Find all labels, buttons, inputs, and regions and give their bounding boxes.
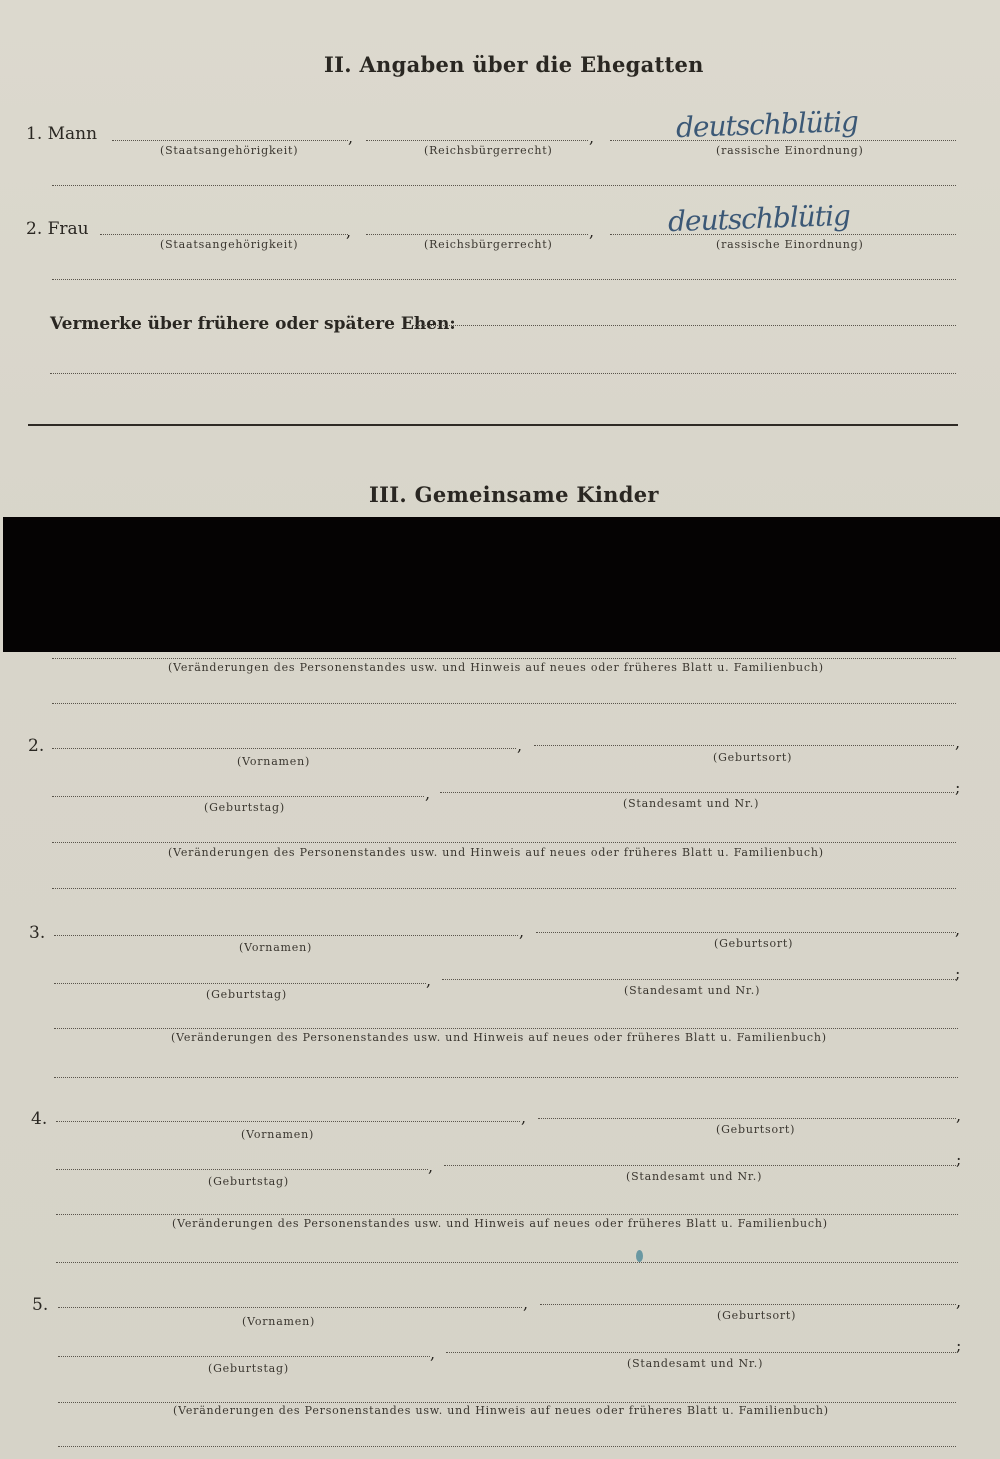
child-3-birthplace-caption: (Geburtsort) [714, 937, 794, 950]
man-racial-handwriting: deutschblütig [675, 104, 859, 145]
child-3-birthday-caption: (Geburtstag) [206, 988, 287, 1001]
child-2-given-names-field[interactable] [52, 748, 516, 749]
child-4-birthday-caption: (Geburtstag) [208, 1175, 289, 1188]
child-2-birthday-caption: (Geburtstag) [204, 801, 285, 814]
child-4-birthplace-field[interactable] [538, 1118, 956, 1119]
child-3-birthday-field[interactable] [54, 983, 426, 984]
child-3-registry-caption: (Standesamt und Nr.) [624, 984, 761, 997]
child-4-changes-field[interactable] [56, 1214, 958, 1215]
child-3-changes-field[interactable] [54, 1028, 958, 1029]
child-3-given-names-caption: (Vornamen) [239, 941, 313, 954]
child-5-extra-line[interactable] [58, 1446, 956, 1447]
child-5-changes-field[interactable] [58, 1402, 956, 1403]
man-reich-caption: (Reichsbürgerrecht) [424, 144, 553, 157]
child-5-changes-caption: (Veränderungen des Personenstandes usw. und Hinweis auf neues oder früheres Blatt u. Familienbuch) [173, 1404, 829, 1417]
child-1-changes-field[interactable] [52, 658, 956, 659]
child-2-number: 2. [28, 736, 45, 756]
child-2-changes-caption: (Veränderungen des Personenstandes usw. und Hinweis auf neues oder früheres Blatt u. Familienbuch) [168, 846, 824, 859]
child-4-given-names-caption: (Vornamen) [241, 1128, 315, 1141]
child-2-birthday-field[interactable] [52, 796, 424, 797]
woman-extra-line[interactable] [52, 279, 956, 280]
remarks-line-2[interactable] [50, 373, 956, 374]
form-page: II. Angaben über die Ehegatten 1. Mann , , deutschblütig (Staatsangehörigkeit) (Reichsbürgerrecht) (rassische Einordnung) 2. Frau , , deutschblütig (Staatsangehörigkeit) (Reichsbürgerrecht) (rassische Einordnung) Vermerke über frühere oder spätere Ehen: III. Gemeinsame Kinder (Veränderungen des Personenstandes usw. und Hinweis auf neues oder früheres Blatt u. Familienbuch) 2. , , (Vornamen) (Geburtsort) , ; (Geburtstag) (Standesamt und Nr.) (Veränderungen des Personenstandes usw. und Hinweis auf neues oder früheres Blatt u. Familienbuch) 3. , , (Vornamen) (Geburtsort) , ; (Geburtstag) (Standesamt und Nr.) (Veränderungen des Personenstandes usw. und Hinweis auf neues oder früheres Blatt u. Familienbuch) 4. , , (Vornamen) (Geburtsort) , ; (Geburtstag) (Standesamt und Nr.) (Veränderungen des Personenstandes usw. und Hinweis auf neues oder früheres Blatt u. Familienbuch) 5. , , (Vornamen) (Geburtsort) , ; (Geburtstag) (Standesamt und Nr.) (Veränderungen des Personenstandes usw. und Hinweis auf neues oder früheres Blatt u. Familienbuch) [0, 0, 1000, 1459]
child-1-changes-caption: (Veränderungen des Personenstandes usw. und Hinweis auf neues oder früheres Blatt u. Familienbuch) [168, 661, 824, 674]
child-3-extra-line[interactable] [54, 1077, 958, 1078]
child-5-birthday-caption: (Geburtstag) [208, 1362, 289, 1375]
children-heading: III. Gemeinsame Kinder [369, 482, 659, 507]
child-2-birthplace-caption: (Geburtsort) [713, 751, 793, 764]
child-2-changes-field[interactable] [52, 842, 956, 843]
child-2-given-names-caption: (Vornamen) [237, 755, 311, 768]
man-citizenship-caption: (Staatsangehörigkeit) [160, 144, 299, 157]
remarks-field[interactable] [412, 325, 956, 326]
child-2-registry-field[interactable] [440, 792, 954, 793]
man-label: 1. Mann [26, 124, 98, 144]
woman-reich-field[interactable] [366, 234, 588, 235]
child-4-registry-field[interactable] [444, 1165, 956, 1166]
child-5-birthplace-field[interactable] [540, 1304, 956, 1305]
woman-reich-caption: (Reichsbürgerrecht) [424, 238, 553, 251]
child-5-registry-caption: (Standesamt und Nr.) [627, 1357, 764, 1370]
woman-citizenship-caption: (Staatsangehörigkeit) [160, 238, 299, 251]
child-4-birthplace-caption: (Geburtsort) [716, 1123, 796, 1136]
redaction-block [3, 517, 1000, 652]
woman-citizenship-field[interactable] [100, 234, 348, 235]
child-4-changes-caption: (Veränderungen des Personenstandes usw. und Hinweis auf neues oder früheres Blatt u. Familienbuch) [172, 1217, 828, 1230]
section-divider [28, 424, 958, 426]
child-2-extra-line[interactable] [52, 888, 956, 889]
child-3-given-names-field[interactable] [54, 935, 518, 936]
child-3-changes-caption: (Veränderungen des Personenstandes usw. und Hinweis auf neues oder früheres Blatt u. Familienbuch) [171, 1031, 827, 1044]
child-5-birthplace-caption: (Geburtsort) [717, 1309, 797, 1322]
remarks-label: Vermerke über frühere oder spätere Ehen: [50, 314, 456, 334]
woman-racial-handwriting: deutschblütig [667, 198, 851, 239]
ink-blot [636, 1250, 643, 1262]
man-reich-field[interactable] [366, 140, 588, 141]
child-5-given-names-caption: (Vornamen) [242, 1315, 316, 1328]
child-5-number: 5. [32, 1295, 49, 1315]
spouses-heading: II. Angaben über die Ehegatten [324, 52, 704, 77]
woman-label: 2. Frau [26, 219, 89, 239]
child-5-given-names-field[interactable] [58, 1307, 522, 1308]
child-4-registry-caption: (Standesamt und Nr.) [626, 1170, 763, 1183]
man-citizenship-field[interactable] [112, 140, 348, 141]
child-5-birthday-field[interactable] [58, 1356, 430, 1357]
woman-racial-caption: (rassische Einordnung) [716, 238, 864, 251]
child-2-registry-caption: (Standesamt und Nr.) [623, 797, 760, 810]
child-2-birthplace-field[interactable] [534, 745, 954, 746]
child-3-registry-field[interactable] [442, 979, 956, 980]
child-3-number: 3. [29, 923, 46, 943]
child-4-birthday-field[interactable] [56, 1169, 428, 1170]
child-4-number: 4. [31, 1109, 48, 1129]
child-3-birthplace-field[interactable] [536, 932, 956, 933]
child-4-extra-line[interactable] [56, 1262, 958, 1263]
man-racial-caption: (rassische Einordnung) [716, 144, 864, 157]
child-5-registry-field[interactable] [446, 1352, 956, 1353]
child-4-given-names-field[interactable] [56, 1121, 520, 1122]
man-extra-line[interactable] [52, 185, 956, 186]
child-1-extra-line[interactable] [52, 703, 956, 704]
